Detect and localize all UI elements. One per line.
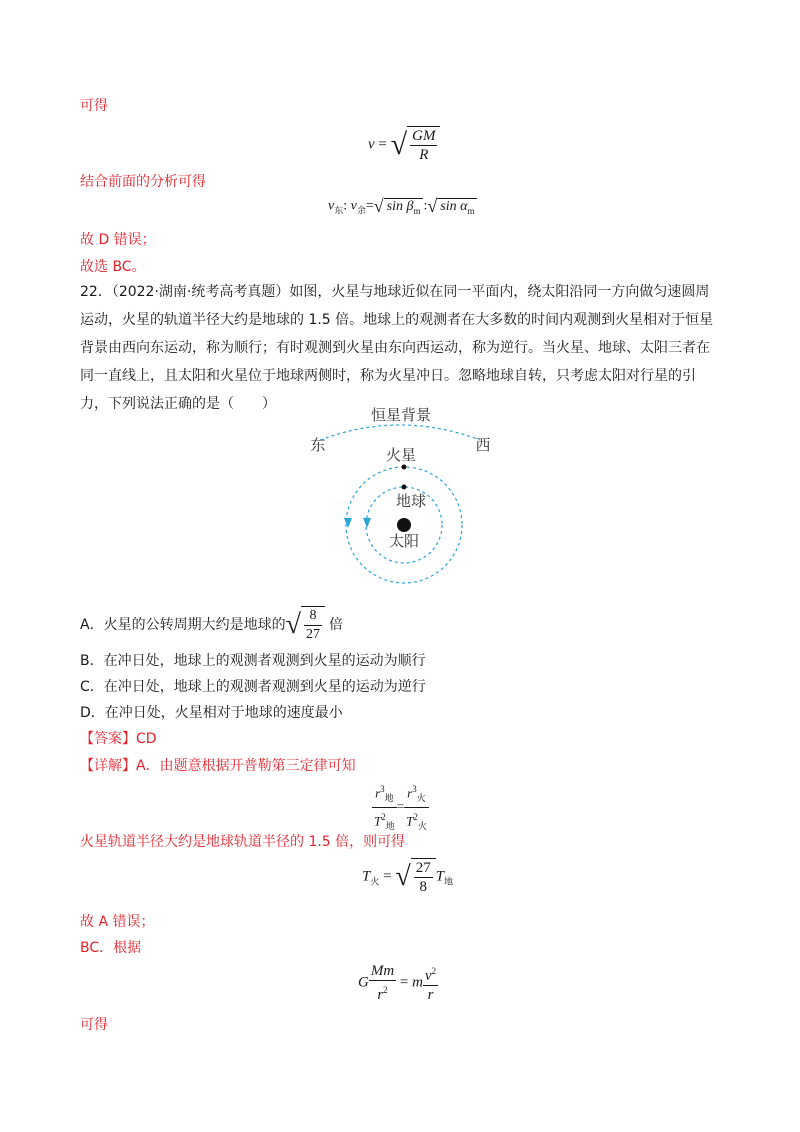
answer-detail: 【详解】A．由题意根据开普勒第三定律可知: [80, 758, 356, 774]
equation-gravity: G $\frac{Mm}{r^2}$ = m $\frac{v^2}{r}$: [358, 963, 437, 1003]
orbit-figure: [300, 400, 500, 590]
option-d: D．在冲日处，火星相对于地球的速度最小: [80, 705, 343, 721]
option-c: C．在冲日处，地球上的观测者观测到火星的运动为逆行: [80, 679, 426, 695]
background-arc: [320, 425, 480, 440]
equation-v: v = √ $\frac{GM}{R}$: [368, 126, 440, 164]
text-kede-2: 可得: [80, 1017, 108, 1033]
mars-arrow-icon: [344, 518, 352, 528]
equation-T: $T_火$ = √ $\frac{27}{8}$ $T_地$: [362, 860, 454, 895]
background-label: 恒星背景: [370, 407, 432, 424]
earth-dot: [402, 485, 407, 490]
mars-dot: [402, 465, 407, 470]
sun-label: 太阳: [388, 533, 420, 550]
option-b: B．在冲日处，地球上的观测者观测到火星的运动为顺行: [80, 653, 426, 669]
west-label: 西: [475, 437, 491, 454]
earth-arrow-icon: [363, 518, 371, 528]
text-kede-1: 可得: [80, 98, 108, 114]
question-22: 22．（2022·湖南·统考高考真题）如图，火星与地球近似在同一平面内，绕太阳沿同一方向做匀速圆周运动，火星的轨道半径大约是地球的 1.5 倍。地球上的观测者在大多数的时间内观测到火星相对于恒星背景由西向东运动，称为顺行；有时观测到火星由东向西运动，称为逆行。当火星、地球、太阳三者在同一直线上，且太阳和火星位于地球两侧时，称为火星冲日。忽略地球自转，只考虑太阳对行星的引力，下列说法正确的是（ ）: [80, 284, 714, 412]
equation-kepler: $\frac{r^3_地}{T^2_地}$ = $\frac{r^3_火}{T^2_火}$: [372, 780, 429, 835]
equation-ratio: $v_东$: $v_余=√$ $\sin \beta_m$ :√ $\sin \alpha_m$: [328, 196, 477, 217]
east-label: 东: [310, 437, 326, 454]
text-mars-radius: 火星轨道半径大约是地球轨道半径的 1.5 倍，则可得: [80, 834, 406, 850]
answer-label: 【答案】CD: [80, 731, 157, 747]
text-bc-basis: BC．根据: [80, 940, 142, 956]
text-d-wrong: 故 D 错误；: [80, 232, 156, 248]
text-choose: 故选 BC。: [80, 259, 146, 275]
text-a-wrong: 故 A 错误；: [80, 914, 155, 930]
mars-label: 火星: [385, 447, 417, 464]
earth-label: 地球: [395, 493, 427, 510]
sun-dot: [397, 518, 411, 532]
option-a: A．火星的公转周期大约是地球的√ $\frac{8}{27}$ 倍: [80, 608, 343, 642]
text-combine: 结合前面的分析可得: [80, 174, 206, 190]
